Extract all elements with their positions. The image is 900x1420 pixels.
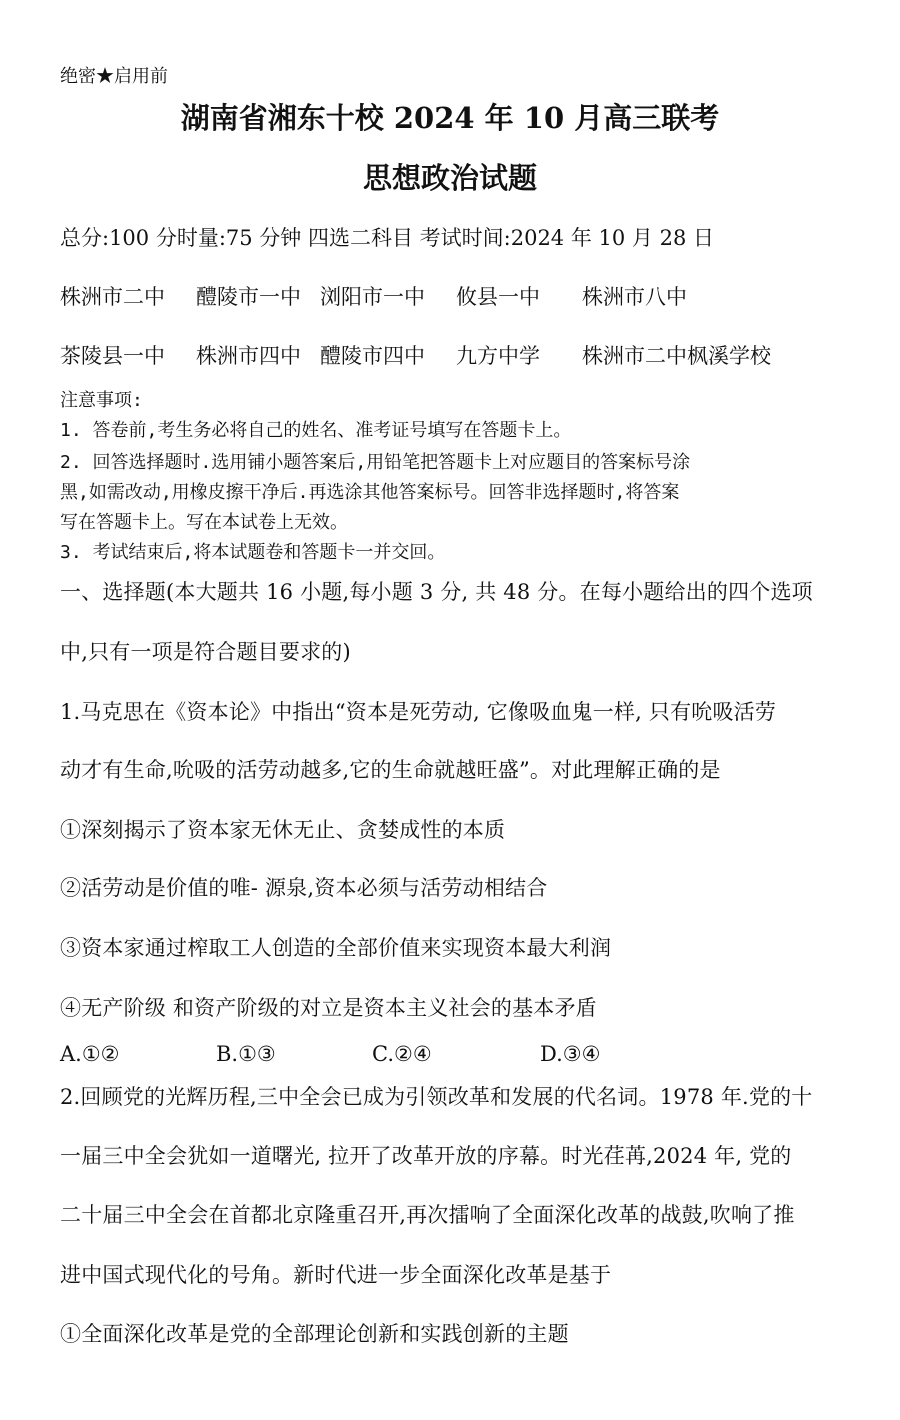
school-name: 醴陵市一中 bbox=[196, 285, 301, 309]
question-stem: 一届三中全会犹如一道曙光, 拉开了改革开放的序幕。时光荏苒,2024 年, 党的 bbox=[60, 1144, 792, 1168]
school-name: 株洲市二中枫溪学校 bbox=[582, 344, 771, 368]
notes-line: 2. 回答选择题时.选用铺小题答案后,用铅笔把答题卡上对应题目的答案标号涂 bbox=[60, 452, 691, 473]
notes-heading: 注意事项: bbox=[60, 390, 143, 411]
question-item: ④无产阶级 和资产阶级的对立是资本主义社会的基本矛盾 bbox=[60, 996, 597, 1020]
question-stem: 2.回顾党的光辉历程,三中全会已成为引领改革和发展的代名词。1978 年.党的十 bbox=[60, 1085, 813, 1109]
question-stem: 1.马克思在《资本论》中指出“资本是死劳动, 它像吸血鬼一样, 只有吮吸活劳 bbox=[60, 700, 777, 724]
confidential-label: 绝密★启用前 bbox=[60, 66, 168, 87]
answer-options bbox=[60, 1040, 860, 1068]
option-d: D.③④ bbox=[540, 1042, 601, 1066]
exam-subtitle: 思想政治试题 bbox=[362, 161, 537, 195]
school-row-1 bbox=[60, 283, 860, 313]
option-c: C.②④ bbox=[372, 1042, 432, 1066]
option-a: A.①② bbox=[60, 1042, 120, 1066]
school-name: 浏阳市一中 bbox=[320, 285, 425, 309]
school-row-2 bbox=[60, 342, 860, 372]
school-name: 醴陵市四中 bbox=[320, 344, 425, 368]
school-name: 攸县一中 bbox=[456, 285, 540, 309]
exam-title: 湖南省湘东十校 2024 年 10 月高三联考 bbox=[180, 101, 720, 135]
exam-info: 总分:100 分时量:75 分钟 四选二科目 考试时间:2024 年 10 月 28 日 bbox=[60, 226, 714, 250]
notes-line: 黑,如需改动,用橡皮擦干净后.再选涂其他答案标号。回答非选择题时,将答案 bbox=[60, 482, 680, 503]
school-name: 株洲市二中 bbox=[60, 285, 165, 309]
question-item: ②活劳动是价值的唯- 源泉,资本必须与活劳动相结合 bbox=[60, 876, 548, 900]
school-name: 茶陵县一中 bbox=[60, 344, 165, 368]
notes-line: 写在答题卡上。写在本试卷上无效。 bbox=[60, 512, 348, 533]
section-intro: 中,只有一项是符合题目要求的) bbox=[60, 640, 351, 664]
question-stem: 动才有生命,吮吸的活劳动越多,它的生命就越旺盛”。对此理解正确的是 bbox=[60, 758, 721, 782]
question-stem: 二十届三中全会在首都北京隆重召开,再次擂响了全面深化改革的战鼓,吹响了推 bbox=[60, 1203, 795, 1227]
school-name: 九方中学 bbox=[456, 344, 540, 368]
question-item: ③资本家通过榨取工人创造的全部价值来实现资本最大利润 bbox=[60, 936, 612, 960]
question-item: ①深刻揭示了资本家无休无止、贪婪成性的本质 bbox=[60, 818, 506, 842]
question-item: ①全面深化改革是党的全部理论创新和实践创新的主题 bbox=[60, 1322, 569, 1346]
school-name: 株洲市八中 bbox=[582, 285, 687, 309]
notes-line: 1. 答卷前,考生务必将自己的姓名、准考证号填写在答题卡上。 bbox=[60, 420, 572, 441]
option-b: B.①③ bbox=[216, 1042, 276, 1066]
question-stem: 进中国式现代化的号角。新时代进一步全面深化改革是基于 bbox=[60, 1263, 612, 1287]
section-intro: 一、选择题(本大题共 16 小题,每小题 3 分, 共 48 分。在每小题给出的四个选项 bbox=[60, 580, 813, 604]
school-name: 株洲市四中 bbox=[196, 344, 301, 368]
notes-line: 3. 考试结束后,将本试题卷和答题卡一并交回。 bbox=[60, 542, 446, 563]
